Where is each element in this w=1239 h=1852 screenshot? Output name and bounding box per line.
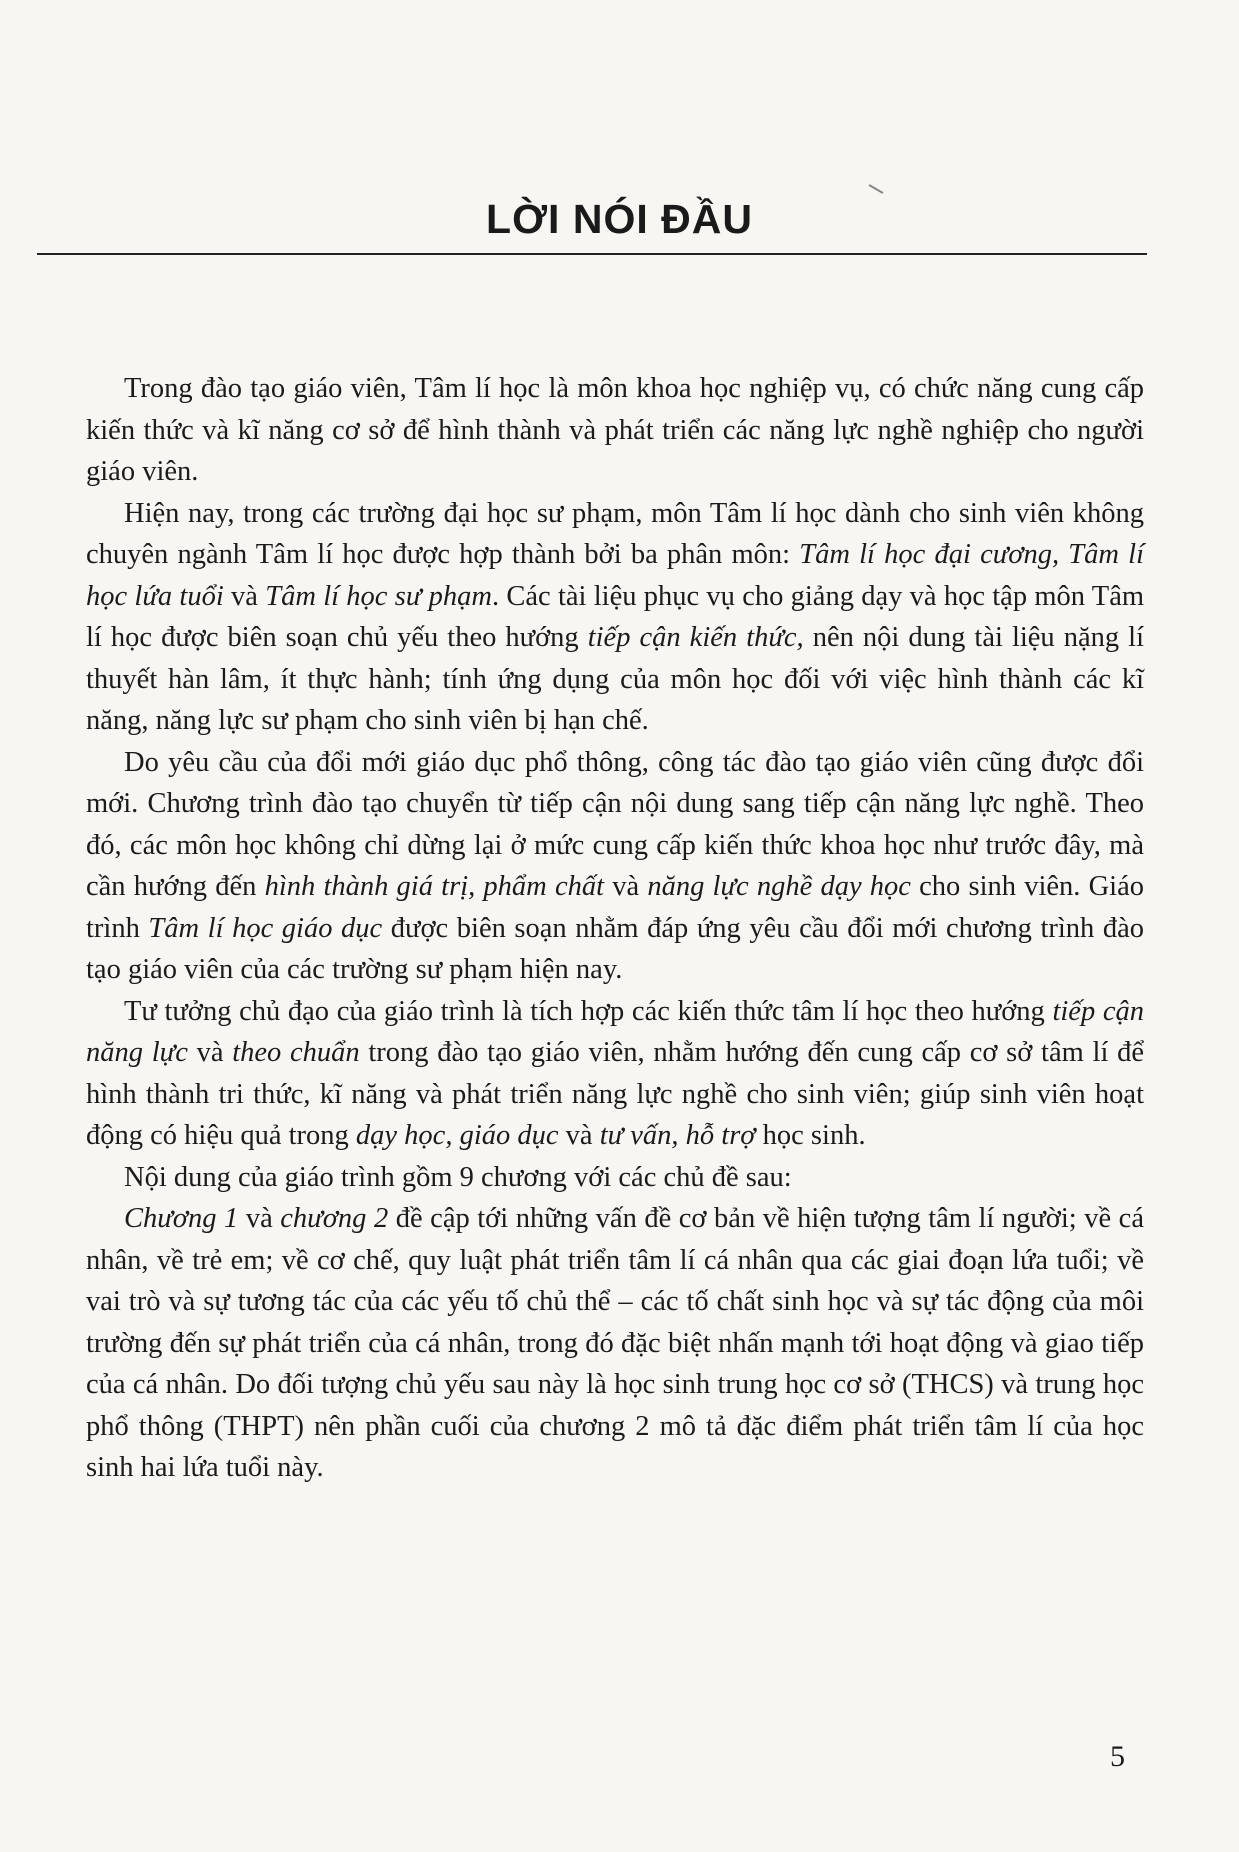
page-title: LỜI NÓI ĐẦU — [486, 196, 753, 242]
italic-text: hình thành giá trị, phẩm chất — [264, 871, 605, 902]
text-run: Nội dung của giáo trình gồm 9 chương với các chủ đề sau: — [124, 1161, 792, 1193]
body-text — [86, 368, 1144, 1489]
text-run: và — [558, 1120, 600, 1151]
italic-text: tiếp cận kiến thức, — [587, 622, 804, 653]
italic-text: năng lực nghề dạy học — [647, 871, 911, 902]
scan-mark — [869, 184, 884, 194]
text-run: đề cập tới những vấn đề cơ bản về hiện tượng tâm lí người; về cá nhân, về trẻ em; về cơ chế, quy luật phát triển tâm lí cá nhân qua các giai đoạn lứa tuổi; về vai trò và sự tương tác của các yếu tố chủ thể – các tố chất sinh học và sự tác động của môi trường đến sự phát triển của cá nhân, trong đó đặc biệt nhấn mạnh tới hoạt động và giao tiếp của cá nhân. Do đối tượng chủ yếu sau này là học sinh trung học cơ sở (THCS) và trung học phổ thông (THPT) nên phần cuối của chương 2 mô tả đặc điểm phát triển tâm lí của học sinh hai lứa tuổi này. — [86, 1203, 1144, 1483]
italic-text: theo chuẩn — [232, 1037, 360, 1068]
paragraph — [86, 368, 1144, 493]
paragraph — [86, 493, 1144, 742]
text-run: cho sinh viên. Giáo trình — [86, 871, 1144, 944]
text-run: học sinh. — [755, 1120, 866, 1151]
italic-text: Chương 1 — [124, 1203, 239, 1234]
text-run: nên nội dung tài liệu nặng lí thuyết hàn lâm, ít thực hành; tính ứng dụng của môn học đối với việc hình thành các kĩ năng, năng lực sư phạm cho sinh viên bị hạn chế. — [86, 622, 1144, 736]
paragraph — [86, 991, 1144, 1157]
text-run: và — [223, 580, 266, 612]
text-run: . Các tài liệu phục vụ cho giảng dạy và học tập môn Tâm lí học được biên soạn chủ yếu theo hướng — [86, 580, 1145, 653]
italic-text: Tâm lí học đại cương, Tâm lí học lứa tuổi — [86, 539, 1144, 612]
paragraph — [86, 1157, 1144, 1199]
text-run: được biên soạn nhằm đáp ứng yêu cầu đổi mới chương trình đào tạo giáo viên của các trường sư phạm hiện nay. — [86, 912, 1144, 985]
italic-text: dạy học, giáo dục — [355, 1120, 559, 1151]
text-run: và — [238, 1203, 281, 1234]
italic-text: tiếp cận năng lực — [86, 995, 1145, 1068]
text-run: và — [187, 1037, 233, 1068]
italic-text: Tâm lí học sư phạm — [265, 580, 492, 612]
page-number: 5 — [1110, 1740, 1125, 1773]
text-run: và — [604, 871, 648, 902]
text-run: Tư tưởng chủ đạo của giáo trình là tích hợp các kiến thức tâm lí học theo hướng — [124, 995, 1053, 1027]
italic-text: Tâm lí học giáo dục — [148, 912, 383, 944]
paragraph — [86, 1198, 1144, 1489]
italic-text: tư vấn, hỗ trợ — [599, 1120, 756, 1151]
text-run: Hiện nay, trong các trường đại học sư phạm, môn Tâm lí học dành cho sinh viên không chuyên ngành Tâm lí học được hợp thành bởi ba phân môn: — [86, 497, 1144, 570]
text-run: Trong đào tạo giáo viên, Tâm lí học là môn khoa học nghiệp vụ, có chức năng cung cấp kiến thức và kĩ năng cơ sở để hình thành và phát triển các năng lực nghề nghiệp cho người giáo viên. — [86, 373, 1144, 487]
italic-text: chương 2 — [280, 1203, 389, 1234]
text-run: trong đào tạo giáo viên, nhằm hướng đến cung cấp cơ sở tâm lí để hình thành tri thức, kĩ năng và phát triển năng lực nghề cho sinh viên; giúp sinh viên hoạt động có hiệu quả trong — [86, 1037, 1144, 1151]
text-run: Do yêu cầu của đổi mới giáo dục phổ thông, công tác đào tạo giáo viên cũng được đổi mới. Chương trình đào tạo chuyển từ tiếp cận nội dung sang tiếp cận năng lực nghề. Theo đó, các môn học không chỉ dừng lại ở mức cung cấp kiến thức khoa học như trước đây, mà cần hướng đến — [86, 746, 1144, 902]
paragraph — [86, 742, 1144, 991]
title-underline — [37, 253, 1147, 255]
